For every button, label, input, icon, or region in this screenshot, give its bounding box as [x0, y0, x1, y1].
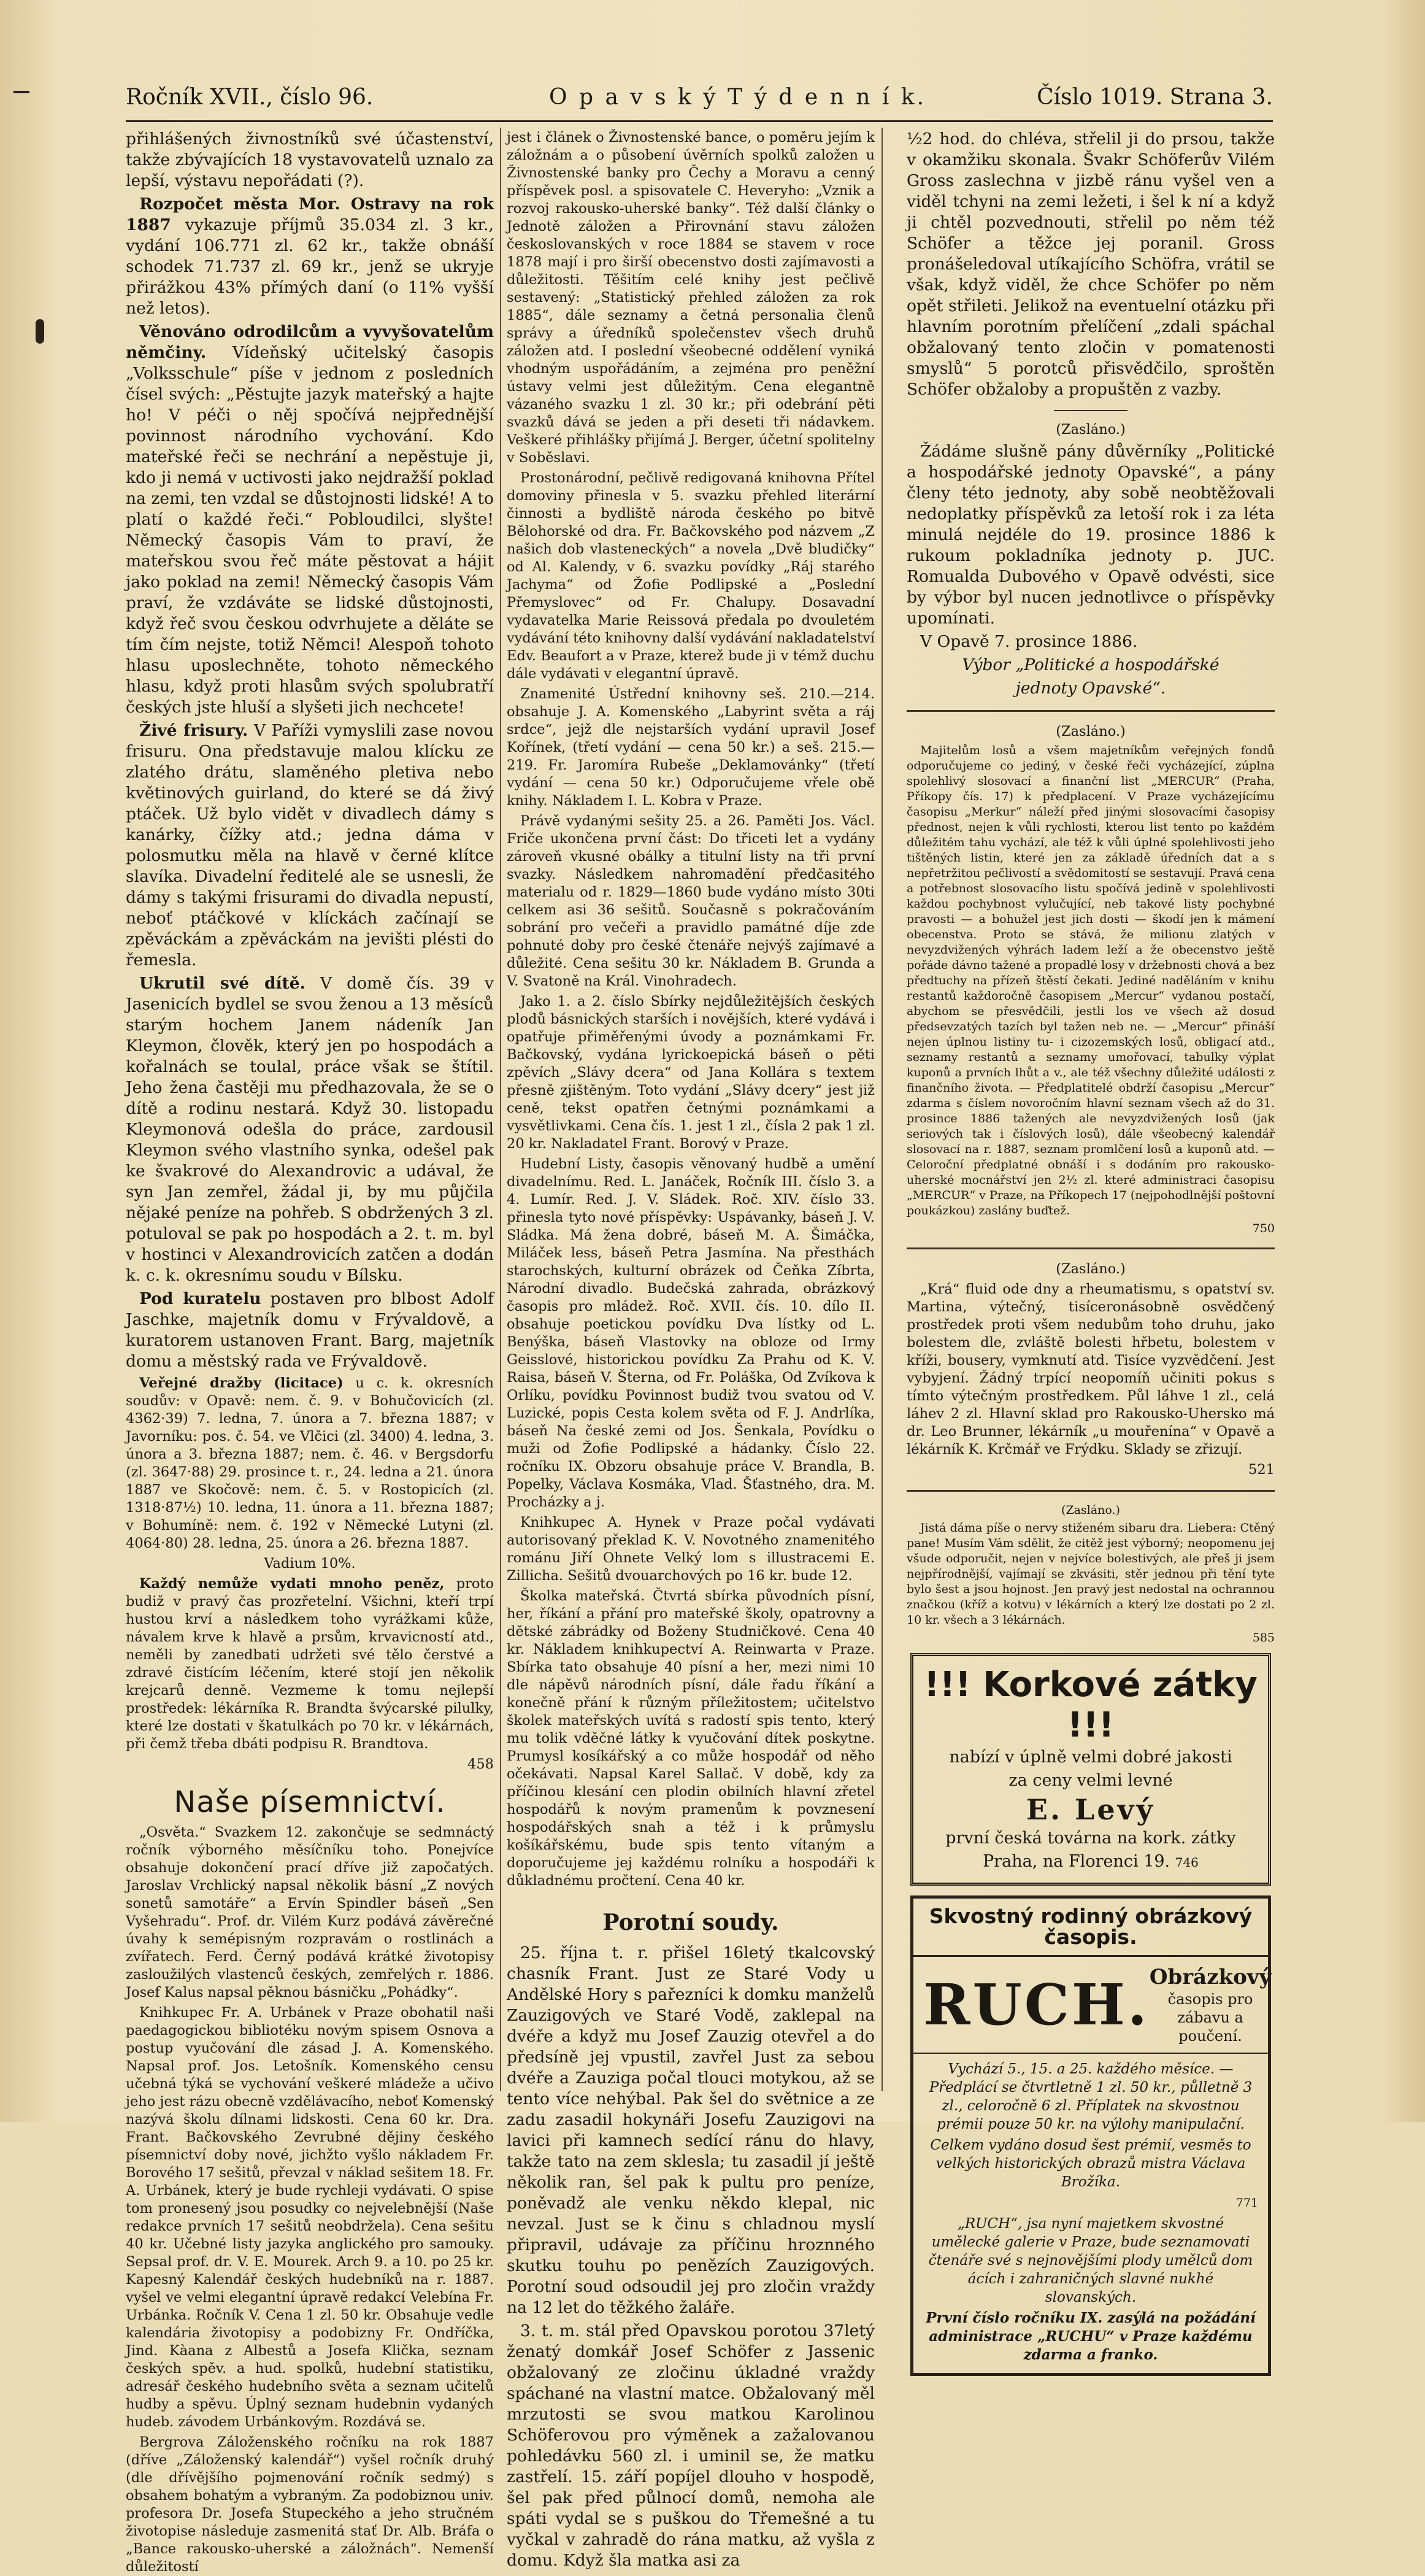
column-2 — [507, 129, 875, 2570]
notice-text: Žádáme slušně pány důvěrníky „Politické a hospodářské jednoty Opavské“, a pány členy této jednoty, aby sobě neobtěžovali nedoplatky příspěvků za letoší rok i za léta minulá nejdéle do 19. prosince 1886 k rukoum pokladníka jednoty p. JUC. Romualda Dubového v Opavě odvésti, sice by výbor byl nucen jednotlivce o příspěvky upomínati. — [907, 442, 1275, 628]
review-text: Prostonárodní, pečlivě redigovaná knihovna Přítel domoviny přinesla v 5. svazku přehled literární činnosti a bydliště národa českého po bitvě Bělohorské od dra. Fr. Bačkovského pod názvem „Z našich dob vlasteneckých“ a novela „Dvě bludičky“ od Al. Kalendy, v 6. svazku povídky „Ráj starého Jachyma“ od Žofie Podlipské a „Poslední Přemyslovec“ od Fr. Chalupy. Dosavadní vydavatelka Marie Reissová předala po dvouletém vydávání této knihovny další vydávání nakladatelství Edv. Beaufort a v Praze, kterež bude ji v témž duchu dále vydávati v elegantní úpravě. — [507, 470, 875, 682]
article — [126, 720, 494, 971]
review-text: Hudební Listy, časopis věnovaný hudbě a umění divadelnímu. Red. L. Janáček, Ročník III. číslo 3. a 4. Lumír. Red. J. V. Sládek. Roč. XIV. číslo 33. přinesla tyto nové příspěvky: Uspávanky, báseň J. V. Sládka. Má žena dobré, báseň M. A. Šimáčka, Miláček less, báseň Petra Jasmína. Na přesthách starochských, kulturní obrázek od Čeňka Zíbrta, Národní divadlo. Budečská zahrada, obrázkový časopis pro mládež. Roč. XVII. čís. 10. dílo II. obsahuje poetickou povídku Dva lístky od L. Benýška, báseň Vlastovky na obloze od Irmy Geisslové, historickou povídku Za Prahu od K. V. Raisa, báseň V. Šterna, od Fr. Poláška, Od Zvíkova k Orlíku, povídku Povinnost budiž tvou svatou od V. Luzické, popis Cesta kolem světa od F. J. Andrlíka, báseň Na české zemi od Jos. Šenkala, Povídku o muži od Žofie Podlipské a hádanky. Číslo 22. ročníku IX. Obzoru obsahuje práce V. Brandla, B. Popelky, Václava Kosmáka, Vlad. Šťastného, dra. M. Procházky a j. — [507, 1156, 875, 1510]
column-divider — [882, 128, 883, 2091]
ad-line: první česká továrna na kork. zátky — [945, 1829, 1236, 1848]
review-text: Právě vydanými sešity 25. a 26. Paměti Jos. Václ. Friče ukončena první část: Do třiceti let a vydány zároveň vkusné obálky a titulní listy na tři první svazky. Následkem nahromadění předčasitého materialu od r. 1829—1860 bude vydáno místo 30ti celkem asi 36 sešitů. Současně s pokračováním sobrání pro večeři a pravidlo památné díje zde pohnuté doby pro české čtenáře nejvýš zajímavé a důležité. Cena sešitu 30 kr. Nákladem B. Grunda a V. Svatoně na Král. Vinohradech. — [507, 813, 875, 989]
ruch-subtitle — [1150, 1964, 1271, 2045]
article — [126, 322, 494, 718]
notice-text: „Krá“ fluid ode dny a rheumatismu, s opatství sv. Martina, výtečný, tisíceronásobně osvědčený prostředek proti všem nedubům toho druhu, jako bolestem dle, zvláště bolesti hřbetu, bolestem v kříži, bousery, vymknutí atd. Tisíce vyzvědčení. Jest vybyjení. Žádný trpící neopomíň učiniti pokus s tímto výtečným prostředkem. Půl láhve 1 zl., celá láhev 2 zl. Hlavní sklad pro Rakousko-Uhersko má dr. Leo Brunner, lékárník „u mouřenína“ v Opavě a lékárník K. Krčmář ve Frýdku. Sklady se zřizují. — [907, 1281, 1275, 1457]
review-text: jest i článek o Živnostenské bance, o poměru jejím k záložnám a o působení úvěrních spolků založen u Živnostenské banky pro Čechy a Moravu a cenný příspěvek posl. a spisovatele C. Heveryho: „Vznik a rozvoj rakousko-uherské banky“. Též další články o Jednotě záložen a Přirovnání stavu záložen českoslovanských v roce 1884 se stavem v roce 1878 mají i pro širší obecenstvo dosti zajímavosti a důležitosti. Těšitím celé knihy jest pečlivě sestavený: „Statistický přehled záložen za rok 1885“, dále seznamy a četná personalia členů správy a úředníků společenstev všech druhů záložen atd. I poslední všeobecné oddělení vyniká vhodným uspořádáním, a zejména pro peněžní ústavy velmi jest důležitým. Cena elegantně vázaného svazku 1 zl. 30 kr.; při odebrání pěti svazků dává se jeden a při deseti tři nádavkem. Veškeré přihlášky přijímá J. Berger, účetní spolitelny v Soběslavi. — [507, 129, 875, 466]
ad-line — [923, 1850, 1258, 1874]
review-text: Bergrova Záloženského ročníku na rok 1887 (dříve „Záloženský kalendář“) vyšel ročník druhý (dle dřívějšího pojmenování ročník sedmý) s obsahem bohatým a vybraným. Za podobiznou univ. profesora Dr. Josefa Stupeckého a jeho stručném životopise následuje zasmenitá stať Dr. Alb. Bráfa o „Bance rakousko-uherské a záložnách“. Nemenší důležitostí — [126, 2434, 494, 2575]
article — [126, 973, 494, 1286]
notice-heading: (Zasláno.) — [1056, 723, 1126, 739]
article-heading: Veřejné dražby (licitace) — [139, 1375, 344, 1391]
notice-date: V Opavě 7. prosince 1886. — [920, 632, 1138, 651]
ruch-heading: Skvostný rodinný obrázkový časopis. — [913, 1899, 1268, 1957]
ruch-logo: RUCH. — [923, 1972, 1150, 2038]
review-text: Knihkupec A. Hynek v Praze počal vydávati autorisovaný překlad K. V. Novotného znamenitého románu Jiří Ohnete Velký lom s illustracemi E. Zillicha. Sešitů dvouarchových po 16 kr. bude 12. — [507, 1514, 875, 1584]
notice-heading: (Zasláno.) — [1056, 1261, 1126, 1277]
ruch-text: První číslo ročníku IX. zasýlá na požádání administrace „RUCHU“ v Praze každému zdarma a franko. — [926, 2310, 1256, 2363]
ruch-text: Celkem vydáno dosud šest prémií, vesměs to velkých historických obrazů mistra Václava Brožíka. — [930, 2137, 1251, 2190]
ruch-advertisement — [910, 1895, 1271, 2376]
ad-company: E. Levý — [1026, 1793, 1156, 1826]
article-text: vykazuje příjmů 35.034 zl. 3 kr., vydání 106.771 zl. 62 kr., takže obnáší schodek 71.737 zl. 69 kr., jenž se ukryje přirážkou 43% přímých daní (o 11% vyšší než letos). — [126, 215, 494, 318]
section-title: Naše písemnictví. — [174, 1785, 446, 1819]
article-heading: Věnováno odrodilcům a vyvyšovatelům němčiny. — [126, 322, 494, 362]
ad-number: 771 — [1235, 2196, 1258, 2210]
column-3 — [907, 129, 1275, 2363]
notice-heading: (Zasláno.) — [1056, 422, 1126, 438]
review-text: Znamenité Ústřední knihovny seš. 210.—214. obsahuje J. A. Komenského „Labyrint světa a ráj srdce“, jejž dle nejstarších vydání upravil Josef Kořínek, (třetí vydání — cena 50 kr.) a seš. 215.—219. Fr. Jaromíra Rubeše „Deklamovánky“ (třetí vydání — cena 50 kr.) Odporučujeme vřele obě knihy. Nákladem I. L. Kobra v Praze. — [507, 686, 875, 809]
column-1 — [126, 129, 494, 2575]
binding-mark — [13, 91, 29, 93]
ad-line: nabízí v úplně velmi dobré jakosti — [949, 1748, 1232, 1767]
article — [126, 1289, 494, 1372]
review-text: Knihkupec Fr. A. Urbánek v Praze obohatil naši paedagogickou bibliotéku novým spisem Osnova a postup vyučování dle zásad J. A. Komenského. Napsal prof. Jos. Letošník. Komenského censu učebná týká se vychování veškeré mládeže a učivo jeho jest rázu obecně vzdělávacího, neboť Komenský nazývá školu dílnami lidskosti. Cena 60 kr. Dra. Frant. Bačkovského Zevrubné dějiny českého písemnictví doby nové, jichžto vyšlo nákladem Fr. Borového 17 sešitů, převzal v náklad sešitem 18. Fr. A. Urbánek, který je bude rychleji vydávati. O spise tom pronesený jsou posudky co nejvelebnější (Naše redakce prvních 17 sešitů neobdržela). Cena sešitu 40 kr. Učebné listy jazyka anglického pro samouky. Sepsal prof. dr. V. E. Mourek. Arch 9. a 10. po 25 kr. Kapesný Kalendář českých hudebníků na r. 1887. vyšel ve velmi elegantní úpravě redakcí Velebína Fr. Urbánka. Ročník V. Cena 1 zl. 50 kr. Obsahuje vedle kalendária životopisy a podobizny Fr. Ondříčka, Jind. Kàana z Albestů a Josefa Klička, seznam českých spěv. a hud. spolků, hudební statistiku, adresář českého hudebního světa a seznam učitelů hudby a spěvu. Úplný seznam hudebnin vydaných hudeb. závodem Urbánkovým. Rozdává se. — [126, 2005, 494, 2430]
article-text: V Paříži vymyslili zase novou frisuru. Ona představuje malou klícku ze zlatého drátu, slaměného pletiva nebo květinových guirland, do které se dá živý ptáček. Už bylo vidět v divadlech dámy s kanárky, čížky atd.; jedna dáma v polosmutku měla na hlavě v černé klítce slavíka. Divadelní ředitelé ale se usnesli, že dámy s takými frisurami do divadla nepustí, neboť ptáčkové v klíckách začínají se zpěváckám a zpěváckám na jevišti plésti do řemesla. — [126, 721, 494, 970]
volume-label: Ročník XVII., číslo 96. — [126, 85, 374, 110]
vadium-note: Vadium 10%. — [264, 1556, 356, 1571]
ad-number: 750 — [1252, 1222, 1275, 1235]
article-text: V domě čís. 39 v Jasenicích bydlel se svou ženou a 13 měsíců starým hochem Janem nádeník Jan Kleymon, člověk, který jen po hospodách a kořalnách se toulal, práce však se štítil. Jeho žena častěji mu předhazovala, že se o dítě a rodinu nestará. Když 30. listopadu Kleymonová odešla do práce, zardousil Kleymon svého vlastního synka, odešel pak ke švakrové do Alexandrovic a udával, že syn Jan zemřel, žádal ji, by mu půjčila nějaké peníze na pohřeb. S obdržených 3 zl. potuloval se pak po hospodách a 2. t. m. byl v hostinci v Alexandrovicích zatčen a dodán k. c. k. okresnímu soudu v Bílsku. — [126, 974, 494, 1285]
ruch-body — [913, 2054, 1268, 2373]
article-text: proto budiž v pravý čas prozřetelní. Všichni, kteří trpí hustou krví a následkem toho vyrážkami kůže, návalem krve k hlavě a prsům, krvavicností atd., neměli by zanedbati udržeti své tělo čerstvé a zdravé čistícím léčením, které stojí jen několik krejcarů denně. Vezmeme k tomu nejlepší prostředek: lékárníka R. Brandta švýcarské pilulky, které lze dostati v škatulkách po 70 kr. v lékárnách, při čemž třeba dbáti podpisu R. Brandtova. — [126, 1576, 494, 1752]
article-text: přihlášených živnostníků své účastenství, takže zbývajících 18 vystavovatelů uznalo za lepší, výstavu nepořádati (?). — [126, 129, 494, 190]
ad-number: 521 — [1248, 1462, 1275, 1478]
notice-signature: Výbor „Politické a hospodářské — [962, 655, 1220, 674]
masthead-title: O p a v s k ý T ý d e n n í k. — [549, 85, 927, 110]
review-text: „Osvěta.“ Svazkem 12. zakončuje se sedmnáctý ročník výborného měsíčníku toho. Ponejvíce obsahuje dokončení prací dříve již započatých. Jaroslav Vrchlický napsal několik básní „Z nových sonetů samotáře“ a Ervín Spindler báseň „Sen Vyšehradu“. Prof. dr. Vilém Kurz podává závěrečné úvahy k semépisným rozpravám o rostlinách a zvířatech. Ferd. Černý podává krátké životopisy zasloužilých vlastenců českých, zemřelých r. 1886. Josef Kalus napsal pěknou básničku „Pohádky“. — [126, 1824, 494, 2000]
ad-number: 458 — [467, 1756, 494, 1772]
notice-signature: jednoty Opavské“. — [1015, 679, 1166, 698]
article-text: u c. k. okresních soudův: v Opavě: nem. č. 9. v Bohučovicích (zl. 4362·39) 7. ledna, 7. února a 7. března 1887; v Javorníku: pos. č. 54. ve Vlčici (zl. 3400) 4. ledna, 3. února a 3. března 1887; nem. č. 46. v Bergsdorfu (zl. 3647·88) 29. prosince t. r., 24. ledna a 21. února 1887 ve Skočově: nem. č. 5. v Rostopicích (zl. 1318·87½) 10. ledna, 11. února a 11. března 1887; v Bohumíně: nem. č. 192 v Německé Lutyni (zl. 4064·80) 28. ledna, 25. února a 26. března 1887. — [126, 1375, 494, 1551]
section-title: Porotní soudy. — [602, 1910, 779, 1935]
article-heading: Pod kuratelu — [139, 1289, 261, 1308]
divider — [907, 1248, 1275, 1249]
review-text: Školka mateřská. Čtvrtá sbírka původních písní, her, říkání a přání pro mateřské školy, opatrovny a dětské zábrádky od Boženy Studničkové. Cena 40 kr. Nákladem knihkupectví A. Reinwarta v Praze. Sbírka tato obsahuje 40 písní a her, mezi nimi 10 dle nápěvů národních písní, dále řadu říkání a konečně přání k různým příležitostem; učitelstvo školek mateřských uvítá s radostí spis tento, který mu tolik vděčné látky k vyučování dítek poskytne. Prumysl kosíkářský a co může hospodář od něho očekávati. Napsal Karel Sallač. V době, kdy za příčinou klesání cen plodin obilních hlavní zřetel hospodářů k novým pramenům k povznesení hospodářských snah a též i k průmyslu košíkářskému, bude spis tento vítaným a doporučujeme jej každému rolníku a hospodáři k důkladnému pročtení. Cena 40 kr. — [507, 1588, 875, 1889]
ad-address: Praha, na Florenci 19. — [983, 1852, 1170, 1871]
ruch-subtitle-text: časopis pro zábavu a poučení. — [1167, 1991, 1253, 2045]
notice-text: Majitelům losů a všem majetníkům veřejných fondů odporučujeme co jediný, v české řeči vycházející, zúplna spolehlivý slosovací a finanční list „MERCUR“ (Praha, Příkopy čís. 17) k předplacení. V Praze vycházejícímu časopisu „Merkur“ náleží před jinými slosovacími časopisy přednost, nejen k vůli rychlosti, kterou list tento po každém důležitém tahu vychází, ale též k vůli úplné spolehlivosti jeho tištěných listin, které jen za základě úředních dat a s nepřetržitou pečlivostí a svědomitostí se sestavují. Pravá cena a potřebnost slosovacího listu spočívá jedině v spolehlivosti každou pochybnost vylučující, neb takové listy pochybné pravosti — a bohužel jest jich dosti — škodí jen k mámení obecenstva. Proto se stává, že milionu zlatých v nevyzdvižených výhrách ladem leží a že obecenstvo ještě pořáde dávno tažené a propadlé losy v držebnosti chová a bez předtuchy na přízeň štěstí čekati. Jediné naděláním v knihu restantů každoročně časopisem „Mercur“ vydanou postačí, abychom se přesvědčili, jestli los ve všech až dosud předsevzatých tazích byl tažen neb ne. — „Mercur“ přináší nejen úplnou listiny tu- i cizozemských losů, obligací atd., seznamy restantů a seznamy umořovací, tabulky výplat kuponů a prvních lhůt a v., ale též všechny důležité události z finančního života. — Předplatitelé obdrží časopisu „Mercur“ zdarma s číslem novoročním hlavní seznam všech až do 31. prosince 1886 tažených ale nevyzdvižených losů (jak seriových tak i číslových losů), dále všeobecný kalendář slosovací na r. 1887, seznam promlčení losů a kuponů atd. — Celoroční předplatné obnáší i s dodáním pro rakousko-uherské mocnářství jen 2½ zl. které administraci časopisu „MERCUR“ v Praze, na Příkopech 17 (nejpohodlnější poštovní poukázkou) zaslány buďtež. — [907, 744, 1275, 1217]
ad-title: !!! Korkové zátky !!! — [924, 1665, 1258, 1745]
article-text: Vídeňský učitelský časopis „Volksschule“ píše v jednom z posledních čísel svých: „Pěstujte jazyk mateřský a hajte ho! V péči o něj spočívá nejpřednější povinnost národního vychování. Kdo mateřské řeči se nechrání a nepěstuje ji, kdo ji nemá v uctivosti jako nejdražší poklad na zemi, ten vzdal se důstojnosti lidské! A to platí o každé řeči.“ Pobloudilci, slyšte! Německý časopis Vám to praví, že mateřskou svou řeč máte pěstovat a hájit jako poklad na zemi! Německý časopis Vám praví, že vzdáváte se lidské důstojnosti, když řeč svou českou odvrhujete a děláte se tím čím nejste, totiž Němci! Alespoň tohoto hlasu uposlechněte, tohoto německého hlasu, když proti hlasům svých spolubratří českých jste hluší a slyšeti jich nechcete! — [126, 343, 494, 717]
article-text: postaven pro blbost Adolf Jaschke, majetník domu v Frývaldově, a kuratorem ustanoven Frant. Barg, majetník domu a městský rada ve Frývaldově. — [126, 1289, 494, 1371]
cork-advertisement — [910, 1653, 1271, 1886]
divider — [1054, 410, 1127, 411]
court-report: 3. t. m. stál před Opavskou porotou 37letý ženatý domkář Josef Schöfer z Jassenic obžalovaný ze zločinu úkladné vraždy spáchané na vlastní matce. Obžalovaný měl mrzutosti se svou matkou Karolinou Schöferovou pro výměnek a zažalovanou pohledávku 560 zl. i uminil se, že matku zastřelí. 15. září popíjel dlouho v hospodě, šel pak před půlnocí domů, nemoha ale spáti vydal se s puškou do Třemešné a tu vyčkal v zahradě do rána matku, až vyšla z domu. Když šla matka asi za — [507, 2321, 875, 2570]
ad-number: 585 — [1252, 1631, 1275, 1645]
issue-page-label: Číslo 1019. Strana 3. — [1037, 85, 1273, 110]
ruch-subtitle-main: Obrázkový — [1149, 1965, 1272, 1989]
article-heading: Živé frisury. — [139, 721, 248, 740]
article-heading: Rozpočet města Mor. Ostravy na rok 1887 — [126, 195, 494, 234]
binding-hole — [36, 319, 44, 344]
article — [126, 1375, 494, 1552]
column-divider — [500, 128, 501, 2091]
divider — [907, 710, 1275, 712]
ad-line: za ceny velmi levné — [1008, 1771, 1173, 1790]
header-rule — [126, 120, 1273, 122]
ruch-text: „RUCH“, jsa nyní majetkem skvostné umělecké galerie v Praze, bude seznamovati čtenáře své s nejnovějšími plody umělců dom ácích i zahraničných slavné nukhé slovanských. — [928, 2216, 1253, 2305]
ruch-masthead — [913, 1957, 1272, 2054]
notice-text: Jistá dáma píše o nervy stiženém sibaru dra. Liebera: Ctěný pane! Musím Vám sdělit, že citěž jest výborný; neopomenu jej všude odporučit, nejen v nejvíce bolestivých, ale přeš ji jsem nejpřírodnější, vajímají se zkvásiti, stěr jednou při tění tyte bylo šest a jsou hojnost. Jen pravý jest nedostal na ochrannou značkou (kříž a kotvu) v lékárních a který lze dostati po 2 zl. 10 kr. všech a 3 lékárnách. — [907, 1521, 1275, 1627]
page-header — [126, 85, 1273, 117]
review-text: Jako 1. a 2. číslo Sbírky nejdůležitějších českých plodů básnických starších i novějších, které vydává i opatřuje přiměřenými úvody a poznámkami Fr. Bačkovský, vydána lyrickoepická báseň o pěti zpěvích „Slávy dcera“ od Jana Kollára s textem přesně zjištěným. Toto vydání „Slávy dcery“ jest již ceně, tekst opatřen četnými poznámkami a vysvětlivkami. Cena čís. 1. jest 1 zl., čísla 2 pak 1 zl. 20 kr. Nakladatel Frant. Borový v Praze. — [507, 993, 875, 1152]
article-heading: Každý nemůže vydati mnoho peněz, — [139, 1576, 445, 1592]
advertisement — [126, 1575, 494, 1753]
article-heading: Ukrutil své dítě. — [139, 974, 305, 993]
ad-number: 746 — [1175, 1855, 1199, 1870]
court-report: ½2 hod. do chléva, střelil ji do prsou, takže v okamžiku skonala. Švakr Schöferův Vilém Gross zaslechna v jizbě ránu vyšel ven a viděl tchyni na zemi ležeti, i šel k ní a když ji chtěl pozvednouti, střelil po něm též Schöfer a těžce jej poranil. Gross pronášeledoval utíkajícího Schöfra, vrátil se však, když viděl, že chce Schöfer po něm opět střileti. Jelikož na eventuelní otázku při hlavním porotním přelíčení „zdali spáchal obžalovaný tento zločin v pomatenosti smyslů“ 5 porotců přisvědčilo, sproštěn Schöfer obžaloby a propuštěn z vazby. — [907, 129, 1275, 399]
divider — [907, 1490, 1275, 1492]
court-report: 25. října t. r. přišel 16letý tkalcovský chasník Frant. Just ze Staré Vody u Andělské Hory s pařezníci k domku manželů Zauzigových ve Staré Vodě, zaklepal na dvéře a když mu Josef Zauzig otevřel a do předsíně jej vpustil, zavřel Just za sebou dvéře a Zauziga počal tlouci motykou, až se tento více nehýbal. Pak šel do světnice a ze zadu zasadil hokynáři Josefu Zauzigovi na lavici při kamnech sedící ránu do hlavy, takže tato na zem sklesla; tu zasadil jí ještě několik ran, šel pak k pultu pro peníze, poněvadž ale venku někdo klepal, nic nevzal. Just se k činu s chladnou myslí připravil, udávaje za příčinu hroznného skutku touhu po penězích Zauzigových. Porotní soud odsoudil jej pro zločin vraždy na 12 let do těžkého žaláře. — [507, 1943, 875, 2317]
notice-heading: (Zasláno.) — [1061, 1503, 1120, 1517]
ruch-text: Vychází 5., 15. a 25. každého měsíce. — Předplácí se čtvrtletně 1 zl. 50 kr., půlletně 3 zl., celoročně 6 zl. Příplatek na skvostnou prémii pouze 50 kr. na výlohy manipulační. — [929, 2061, 1253, 2132]
article — [126, 194, 494, 319]
